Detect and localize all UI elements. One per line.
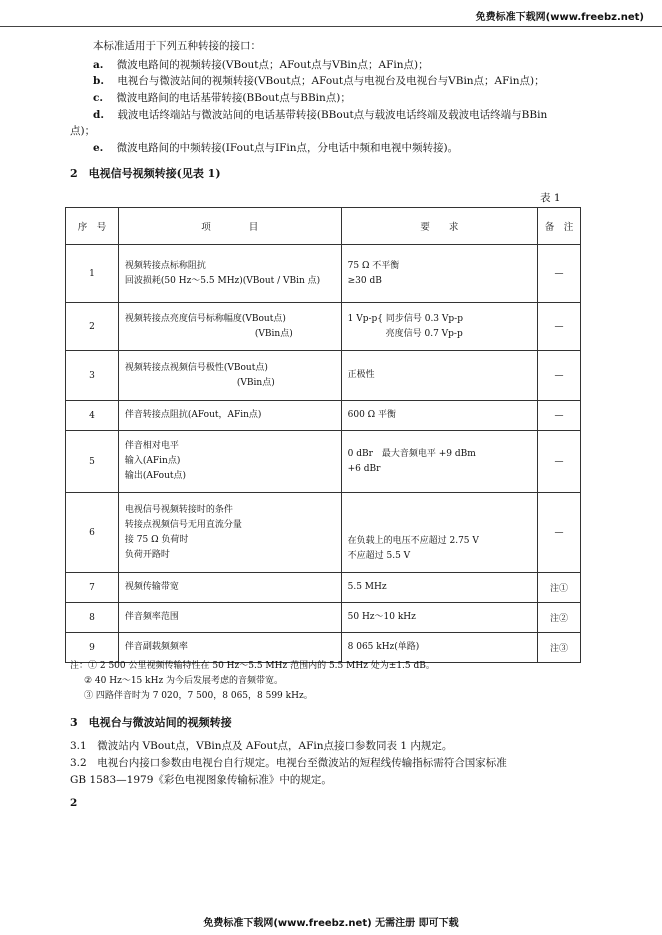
row-number: 3: [66, 351, 119, 401]
row-req-line: 50 Hz～10 kHz: [347, 612, 416, 622]
table-row: [66, 431, 581, 493]
row-number: 9: [66, 633, 119, 663]
note-line: ③ 四路伴音时为 7 020，7 500，8 065，8 599 kHz。: [84, 691, 313, 701]
row-note: 注①: [538, 573, 581, 603]
intro-item-text: 电视台与微波站间的视频转接(VBout点；AFout点与电视台及电视台与VBin点；AFin点)；: [117, 75, 545, 87]
row-requirement: [341, 493, 537, 573]
row-req-line: 在负载上的电压不应超过 2.75 V: [347, 536, 479, 546]
row-number: 6: [66, 493, 119, 573]
footer-link[interactable]: 免费标准下载网(www.freebz.net) 无需注册 即可下载: [203, 918, 459, 929]
row-item-line: 视频转接点视频信号极性(VBout点): [124, 362, 268, 373]
row-item-line: 视频转接点标称阻抗: [124, 260, 206, 271]
table-row: [66, 633, 581, 663]
intro-item-label: a.: [93, 59, 104, 71]
row-item: [118, 401, 341, 431]
row-number: 8: [66, 603, 119, 633]
row-requirement: [341, 401, 537, 431]
table-row: [66, 351, 581, 401]
row-requirement: [341, 431, 537, 493]
row-number: 4: [66, 401, 119, 431]
row-req-line: ≥30 dB: [347, 275, 382, 286]
paragraph-3-2-cont: GB 1583—1979《彩色电视图象传输标准》中的规定。: [70, 774, 332, 786]
intro-item-label: c.: [93, 92, 104, 104]
row-number: 1: [66, 245, 119, 303]
row-requirement: [341, 245, 537, 303]
intro-item-c: [93, 90, 351, 106]
intro-item-text: 微波电路间的视频转接(VBout点；AFout点与VBin点；AFin点)；: [116, 59, 429, 71]
col-header-note: 备 注: [538, 208, 581, 245]
row-item-line: 视频传输带宽: [124, 582, 179, 592]
row-item-line: 转接点视频信号无用直流分量: [124, 519, 242, 530]
row-number: 7: [66, 573, 119, 603]
header-divider: [0, 26, 662, 27]
row-note: 注②: [538, 603, 581, 633]
row-requirement: [341, 573, 537, 603]
row-item-line: 负荷开路时: [124, 549, 170, 560]
col-header-req: 要 求: [341, 208, 537, 245]
intro-item-text: 微波电路间的电话基带转接(BBout点与BBin点)；: [116, 92, 351, 104]
row-item-line: 输出(AFout点): [124, 471, 186, 481]
row-number: 5: [66, 431, 119, 493]
intro-item-text: 微波电路间的中频转接(IFout点与IFin点，分电话中频和电视中频转接)。: [116, 142, 459, 154]
row-item: [118, 303, 341, 351]
intro-item-b: [93, 73, 545, 89]
row-item: [118, 573, 341, 603]
row-req-line: 75 Ω 不平衡: [347, 260, 400, 271]
row-req-line: +6 dBr: [347, 463, 381, 474]
row-item: [118, 603, 341, 633]
row-req-line: 0 dBr 最大音频电平 +9 dBm: [347, 448, 476, 459]
intro-item-d: [93, 107, 547, 123]
row-requirement: [341, 603, 537, 633]
row-item-line: 视频转接点亮度信号标称幅度(VBout点): [124, 313, 286, 324]
row-note: —: [538, 493, 581, 573]
row-item-line: 伴音副载频频率: [124, 642, 188, 652]
table-label: 表 1: [540, 192, 561, 204]
row-req-line: 正极性: [347, 370, 375, 380]
row-item-line: (VBin点): [236, 377, 275, 388]
table-row: [66, 245, 581, 303]
row-note: —: [538, 431, 581, 493]
row-requirement: [341, 633, 537, 663]
section-3-title: 3 电视台与微波站间的视频转接: [70, 716, 232, 729]
row-requirement: [341, 351, 537, 401]
row-item: [118, 431, 341, 493]
row-req-line: 8 065 kHz(单路): [347, 642, 420, 652]
row-item: [118, 493, 341, 573]
row-number: 2: [66, 303, 119, 351]
row-item-line: 输入(AFin点): [124, 456, 181, 466]
intro-item-label: b.: [93, 75, 104, 87]
row-req-line: 亮度信号 0.7 Vp-p: [385, 328, 463, 339]
page-number: 2: [70, 797, 78, 809]
row-note: —: [538, 401, 581, 431]
intro-item-label: d.: [93, 109, 104, 121]
table-header-row: [66, 208, 581, 245]
col-header-no: 序 号: [66, 208, 119, 245]
intro-item-d-cont: 点)；: [70, 125, 96, 137]
row-note: —: [538, 351, 581, 401]
note-line: ② 40 Hz～15 kHz 为今后发展考虑的音频带宽。: [84, 676, 284, 686]
row-item-line: 伴音频率范围: [124, 612, 179, 622]
row-item-line: 电视信号视频转接时的条件: [124, 504, 233, 515]
paragraph-3-2: 3.2 电视台内接口参数由电视台自行规定。电视台至微波站的短程线传输指标需符合国家标准: [70, 757, 507, 769]
paragraph-3-1: 3.1 微波站内 VBout点，VBin点及 AFout点，AFin点接口参数同表 1 内规定。: [70, 740, 453, 752]
row-req-line: 1 Vp-p{ 同步信号 0.3 Vp-p: [347, 313, 463, 324]
row-item-line: (VBin点): [254, 328, 293, 339]
intro-lead: 本标准适用于下列五种转接的接口：: [93, 40, 261, 52]
row-req-line: 不应超过 5.5 V: [347, 551, 411, 561]
spec-table: [65, 207, 581, 663]
col-header-item: 项 目: [118, 208, 341, 245]
note-line: 注：① 2 500 公里视频传输特性在 50 Hz～5.5 MHz 范围内的 5.5 MHz 处为±1.5 dB。: [70, 661, 435, 671]
table-row: [66, 603, 581, 633]
row-item-line: 回波损耗(50 Hz～5.5 MHz)(VBout / VBin 点): [124, 275, 321, 286]
row-item: [118, 633, 341, 663]
row-note: —: [538, 303, 581, 351]
intro-item-e: [93, 140, 458, 156]
table-row: [66, 493, 581, 573]
header-site-label: 免费标准下载网(www.freebz.net): [475, 12, 644, 23]
row-item: [118, 245, 341, 303]
row-req-line: 600 Ω 平衡: [347, 410, 396, 420]
section-2-title: 2 电视信号视频转接(见表 1): [70, 167, 221, 180]
intro-item-text: 载波电话终端站与微波站间的电话基带转接(BBout点与载波电话终端及载波电话终端与BBin: [117, 109, 548, 121]
table-row: [66, 303, 581, 351]
intro-item-a: [93, 57, 429, 73]
row-item-line: 伴音转接点阻抗(AFout，AFin点): [124, 410, 262, 420]
row-note: —: [538, 245, 581, 303]
table-notes: [70, 659, 435, 704]
row-item-line: 伴音相对电平: [124, 441, 179, 451]
intro-item-label: e.: [93, 142, 104, 154]
row-item: [118, 351, 341, 401]
row-item-line: 接 75 Ω 负荷时: [124, 534, 189, 545]
table-row: [66, 573, 581, 603]
row-req-line: 5.5 MHz: [347, 582, 387, 592]
row-note: 注③: [538, 633, 581, 663]
row-requirement: [341, 303, 537, 351]
table-row: [66, 401, 581, 431]
